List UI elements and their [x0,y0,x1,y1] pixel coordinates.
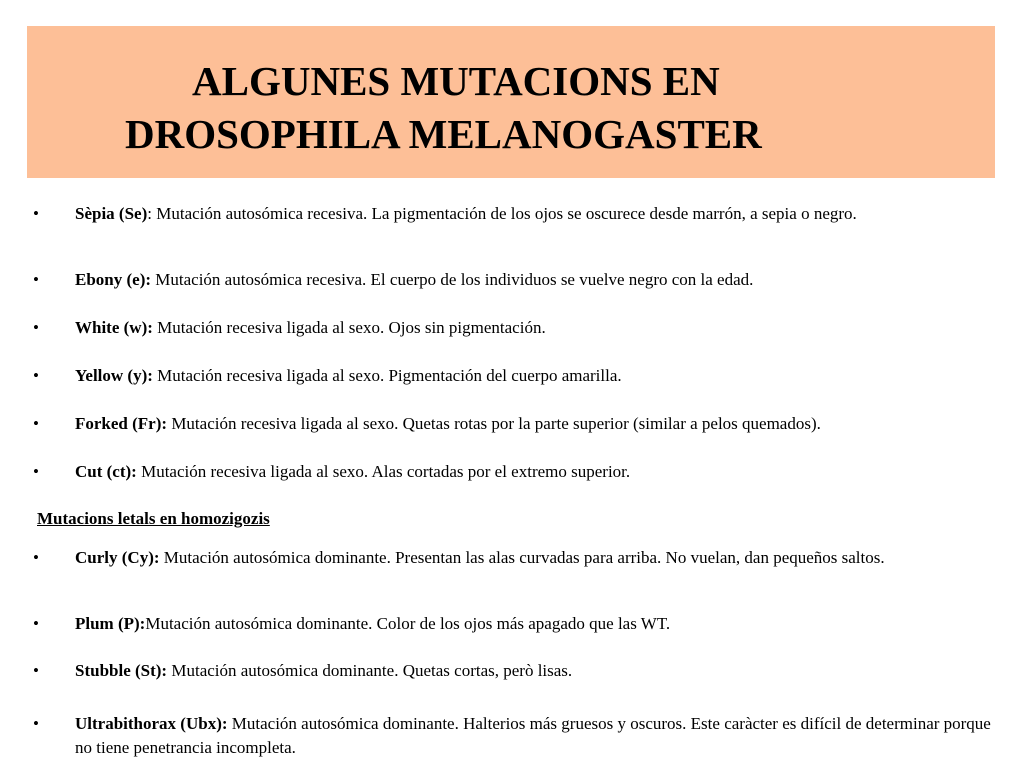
mutation-term: Forked (Fr): [75,414,168,433]
bullet: • [33,204,39,223]
mutation-description: Mutación autosómica dominante. Presentan las alas curvadas para arriba. No vuelan, dan pequeños saltos. [163,548,885,567]
mutation-term: Curly (Cy): [75,548,160,567]
title-line-2: DROSOPHILA MELANOGASTER [125,111,762,157]
mutation-description: Mutación autosómica recesiva. El cuerpo de los individuos se vuelve negro con la edad. [155,270,754,289]
mutation-description: Mutación autosómica dominante. Color de los ojos más apagado que las WT. [145,614,671,633]
bullet: • [33,462,39,481]
bullet: • [33,318,39,337]
mutation-description: Mutación recesiva ligada al sexo. Pigmentación del cuerpo amarilla. [157,366,622,385]
mutation-term: Ebony (e): [75,270,152,289]
mutation-description: Mutación autosómica dominante. Quetas cortas, però lisas. [171,661,573,680]
mutation-description: Mutación autosómica recesiva. La pigmentación de los ojos se oscurece desde marrón, a sepia o negro. [156,204,857,223]
mutation-term: White (w): [75,318,153,337]
mutation-description: Mutación recesiva ligada al sexo. Quetas rotas por la parte superior (similar a pelos quemados). [171,414,821,433]
mutation-term: Ultrabithorax (Ubx): [75,714,228,733]
title-line-1: ALGUNES MUTACIONS EN [192,58,720,104]
bullet: • [33,614,39,633]
bullet: • [33,366,39,385]
bullet: • [33,661,39,680]
bullet: • [33,548,39,567]
bullet: • [33,714,39,733]
mutation-term: Plum (P): [75,614,146,633]
section-heading-lethal: Mutacions letals en homozigozis [37,509,270,528]
title-banner [27,26,995,178]
mutation-term: Yellow (y): [75,366,153,385]
mutation-description: Mutación recesiva ligada al sexo. Alas cortadas por el extremo superior. [141,462,631,481]
mutation-term: Sèpia (Se) [75,204,148,223]
mutation-description: Mutación autosómica dominante. Halterios más gruesos y oscuros. Este caràcter es difícil de determinar porque no tiene penetrancia incompleta. [75,714,991,757]
mutation-description: Mutación recesiva ligada al sexo. Ojos sin pigmentación. [157,318,546,337]
bullet: • [33,270,39,289]
mutation-term: Stubble (St): [75,661,168,680]
mutation-term: Cut (ct): [75,462,137,481]
bullet: • [33,414,39,433]
